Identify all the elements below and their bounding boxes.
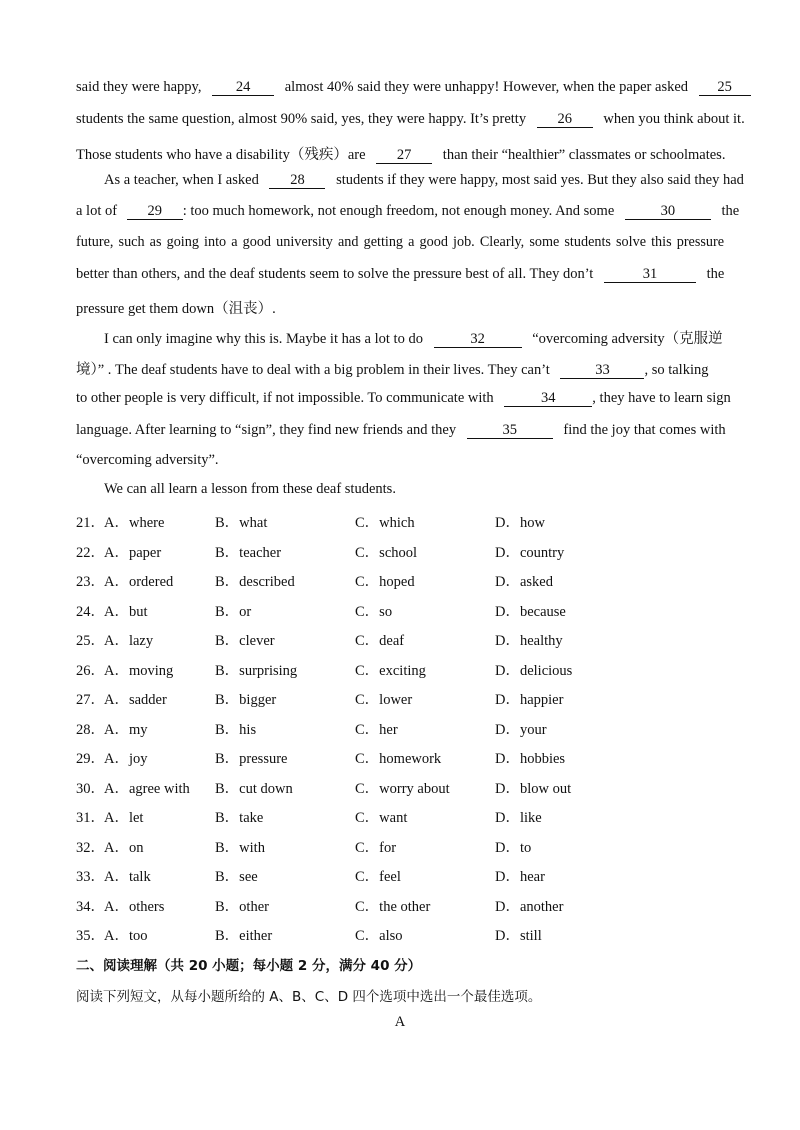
question-row <box>76 688 724 708</box>
passage-text: students the same question, almost 90% said, yes, they were happy. It’s pretty <box>76 111 527 127</box>
option-c[interactable]: C．her <box>355 721 398 738</box>
blank-30: 30 <box>625 204 711 220</box>
option-d[interactable]: D．healthy <box>495 633 563 649</box>
question-row <box>76 570 724 590</box>
question-row <box>76 806 724 826</box>
option-c[interactable]: C．which <box>355 515 415 531</box>
blank-26: 26 <box>537 112 593 128</box>
question-row <box>76 895 724 915</box>
passage-line <box>104 481 724 498</box>
option-b[interactable]: B．what <box>215 515 268 531</box>
option-c[interactable]: C．worry about <box>355 780 450 797</box>
passage-line <box>76 79 732 96</box>
passage-text: to other people is very difficult, if not impossible. To communicate with <box>76 390 494 406</box>
question-number: 24． <box>76 603 105 620</box>
passage-line <box>76 266 724 283</box>
blank-34: 34 <box>504 391 592 407</box>
question-row <box>76 777 724 797</box>
option-c[interactable]: C．homework <box>355 751 442 767</box>
passage-line <box>76 203 740 220</box>
question-number: 25． <box>76 633 105 649</box>
option-d[interactable]: D．your <box>495 721 547 738</box>
option-d[interactable]: D．happier <box>495 692 564 708</box>
passage-text: than their “healthier” classmates or schoolmates. <box>442 147 726 163</box>
passage-line <box>76 358 724 379</box>
blank-33: 33 <box>560 363 644 379</box>
option-d[interactable]: D．asked <box>495 574 553 590</box>
question-row <box>76 718 724 738</box>
question-number: 35． <box>76 928 105 944</box>
option-b[interactable]: B．other <box>215 898 269 915</box>
blank-29: 29 <box>127 204 183 220</box>
blank-35: 35 <box>467 423 553 439</box>
passage-text: future, such as going into a good university and getting a good job. Clearly, some students solve this pressure <box>76 234 724 250</box>
option-a[interactable]: A．agree with <box>104 780 190 797</box>
option-d[interactable]: D．country <box>495 544 565 561</box>
blank-32: 32 <box>434 332 522 348</box>
passage-text: almost 40% said they were unhappy! However, when the paper asked <box>284 79 689 95</box>
option-b[interactable]: B．bigger <box>215 692 277 708</box>
question-number: 33． <box>76 869 105 885</box>
passage-text: I can only imagine why this is. Maybe it has a lot to do <box>104 331 423 347</box>
passage-text: We can all learn a lesson from these deaf students. <box>104 481 396 497</box>
passage-text: when you think about it. <box>603 111 745 127</box>
passage-line <box>76 111 745 128</box>
option-b[interactable]: B．surprising <box>215 662 298 679</box>
option-d[interactable]: D．because <box>495 603 566 620</box>
option-c[interactable]: C．feel <box>355 869 401 885</box>
question-number: 34． <box>76 898 105 915</box>
blank-25: 25 <box>699 80 751 96</box>
passage-line <box>76 143 724 164</box>
question-number: 32． <box>76 839 105 856</box>
question-number: 29． <box>76 751 105 767</box>
option-a[interactable]: A．where <box>104 515 165 531</box>
option-b[interactable]: B．or <box>215 603 252 620</box>
option-d[interactable]: D．hobbies <box>495 751 566 767</box>
option-a[interactable]: A．but <box>104 603 148 620</box>
option-d[interactable]: D．still <box>495 928 542 944</box>
question-number: 28． <box>76 721 105 738</box>
option-a[interactable]: A．others <box>104 898 165 915</box>
passage-line <box>76 452 724 469</box>
option-b[interactable]: B．pressure <box>215 751 288 767</box>
option-d[interactable]: D．how <box>495 515 545 531</box>
question-row <box>76 600 724 620</box>
option-d[interactable]: D．blow out <box>495 780 572 797</box>
question-row <box>76 865 724 885</box>
option-a[interactable]: A．joy <box>104 751 148 767</box>
option-a[interactable]: A．paper <box>104 544 162 561</box>
passage-text: Those students who have a disability（残疾）are <box>76 147 366 163</box>
passage-text: the <box>706 266 725 282</box>
blank-31: 31 <box>604 267 696 283</box>
passage-text: “overcoming adversity”. <box>76 452 219 468</box>
option-b[interactable]: B．his <box>215 721 257 738</box>
passage-line <box>76 297 724 318</box>
question-number: 31． <box>76 810 105 826</box>
question-row <box>76 924 724 944</box>
passage-text: said they were happy, <box>76 79 202 95</box>
option-d[interactable]: D．another <box>495 898 564 915</box>
passage-text: : too much homework, not enough freedom, not enough money. And some <box>182 203 615 219</box>
question-row <box>76 659 724 679</box>
passage-text: find the joy that comes with <box>563 422 726 438</box>
question-number: 26． <box>76 662 105 679</box>
passage-text: , so talking <box>644 362 709 378</box>
passage-line <box>104 172 744 189</box>
question-number: 21． <box>76 515 105 531</box>
question-row <box>76 511 724 531</box>
question-number: 27． <box>76 692 105 708</box>
option-b[interactable]: B．with <box>215 839 265 856</box>
passage-line <box>104 327 724 348</box>
option-a[interactable]: A．ordered <box>104 574 174 590</box>
option-a[interactable]: A．my <box>104 721 148 738</box>
blank-27: 27 <box>376 148 432 164</box>
passage-text: students if they were happy, most said yes. But they also said they had <box>336 172 744 188</box>
passage-text: the <box>721 203 740 219</box>
blank-28: 28 <box>269 173 325 189</box>
passage-text: As a teacher, when I asked <box>104 172 259 188</box>
option-d[interactable]: D．like <box>495 810 542 826</box>
passage-text: , they have to learn sign <box>592 390 731 406</box>
section-instruction: 阅读下列短文，从每小题所给的 A、B、C、D 四个选项中选出一个最佳选项。 <box>76 989 542 1005</box>
option-b[interactable]: B．teacher <box>215 544 282 561</box>
passage-text: language. After learning to “sign”, they find new friends and they <box>76 422 457 438</box>
option-c[interactable]: C．lower <box>355 692 413 708</box>
option-c[interactable]: C．hoped <box>355 574 415 590</box>
question-row <box>76 836 724 856</box>
option-a[interactable]: A．sadder <box>104 692 167 708</box>
section-heading: 二、阅读理解（共 20 小题；每小题 2 分，满分 40 分） <box>76 958 422 974</box>
passage-text: pressure get them down（沮丧）. <box>76 301 276 317</box>
option-b[interactable]: B．clever <box>215 633 275 649</box>
passage-line <box>76 422 724 439</box>
option-a[interactable]: A．moving <box>104 662 174 679</box>
question-row <box>76 541 724 561</box>
passage-text: better than others, and the deaf students seem to solve the pressure best of all. They don’t <box>76 266 594 282</box>
question-row <box>76 629 724 649</box>
option-c[interactable]: C．exciting <box>355 662 426 679</box>
blank-24: 24 <box>212 80 274 96</box>
option-c[interactable]: C．want <box>355 810 408 826</box>
option-d[interactable]: D．hear <box>495 869 545 885</box>
option-a[interactable]: A．talk <box>104 869 151 885</box>
question-number: 23． <box>76 574 105 590</box>
option-b[interactable]: B．either <box>215 928 273 944</box>
option-b[interactable]: B．see <box>215 869 258 885</box>
option-a[interactable]: A．let <box>104 810 144 826</box>
question-row <box>76 747 724 767</box>
option-c[interactable]: C．for <box>355 839 397 856</box>
passage-line <box>76 390 731 407</box>
option-b[interactable]: B．cut down <box>215 780 293 797</box>
option-c[interactable]: C．the other <box>355 898 431 915</box>
option-c[interactable]: C．deaf <box>355 633 405 649</box>
option-c[interactable]: C．so <box>355 603 393 620</box>
passage-label: A <box>394 1014 406 1030</box>
option-b[interactable]: B．take <box>215 810 264 826</box>
passage-line <box>76 234 724 251</box>
option-b[interactable]: B．described <box>215 574 295 590</box>
option-a[interactable]: A．lazy <box>104 633 154 649</box>
option-d[interactable]: D．to <box>495 839 532 856</box>
option-c[interactable]: C．school <box>355 544 418 561</box>
option-a[interactable]: A．on <box>104 839 144 856</box>
passage-text: 境）” . The deaf students have to deal with a big problem in their lives. They can’t <box>76 362 550 378</box>
question-number: 22． <box>76 544 105 561</box>
option-d[interactable]: D．delicious <box>495 662 573 679</box>
question-number: 30． <box>76 780 105 797</box>
passage-text: a lot of <box>76 203 118 219</box>
option-a[interactable]: A．too <box>104 928 148 944</box>
option-c[interactable]: C．also <box>355 928 403 944</box>
passage-text: “overcoming adversity（克服逆 <box>532 331 723 347</box>
